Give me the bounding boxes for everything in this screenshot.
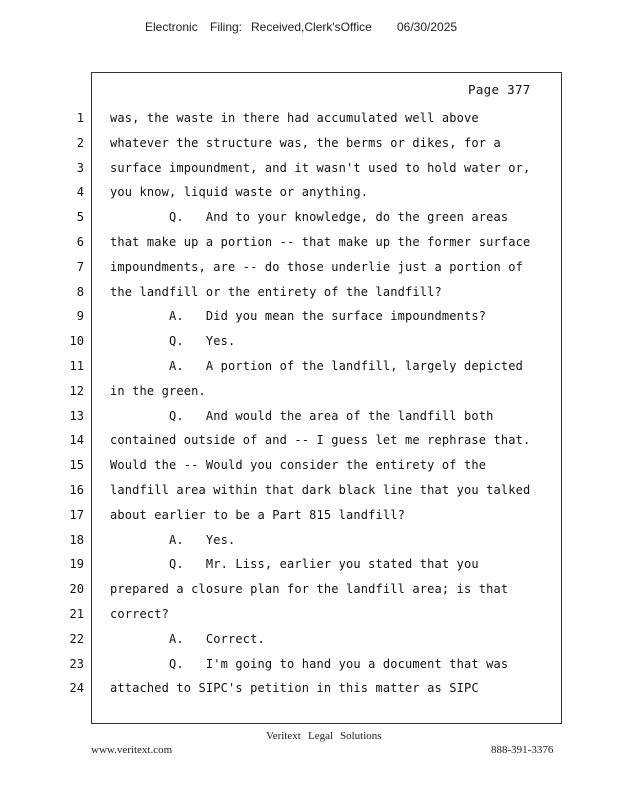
line-number: 2 [76, 135, 84, 150]
transcript-line: about earlier to be a Part 815 landfill? [110, 507, 405, 522]
transcript-line: in the green. [110, 383, 206, 398]
transcript-line: Would the -- Would you consider the entirety of the [110, 458, 487, 473]
line-number: 23 [69, 656, 84, 671]
footer-company-word: Solutions [340, 730, 382, 742]
page-number: Page 377 [468, 82, 531, 97]
transcript-text [110, 110, 550, 705]
footer-phone: 888-391-3376 [491, 744, 554, 756]
line-number: 18 [69, 532, 84, 547]
header-date: 06/30/2025 [397, 20, 458, 34]
line-number: 8 [76, 284, 84, 299]
line-number: 22 [69, 631, 84, 646]
transcript-line: A. A portion of the landfill, largely depicted [110, 358, 523, 373]
transcript-line: surface impoundment, and it wasn't used to hold water or, [110, 160, 531, 175]
line-number: 3 [76, 160, 84, 175]
line-number: 15 [69, 458, 84, 473]
transcript-line: was, the waste in there had accumulated well above [110, 111, 479, 125]
transcript-line: you know, liquid waste or anything. [110, 185, 369, 200]
line-number: 19 [69, 557, 84, 572]
line-number: 9 [76, 309, 84, 324]
footer-company-word: Veritext [266, 730, 301, 742]
line-number: 14 [69, 433, 84, 448]
footer-company-word: Legal [308, 730, 334, 742]
transcript-line: landfill area within that dark black line that you talked [110, 482, 531, 497]
footer-website: www.veritext.com [91, 744, 173, 756]
filing-stamp-header [0, 20, 618, 36]
line-number: 1 [76, 111, 84, 125]
transcript-line: Q. Mr. Liss, earlier you stated that you [110, 557, 479, 572]
transcript-line: A. Did you mean the surface impoundments? [110, 309, 487, 324]
transcript-line: the landfill or the entirety of the landfill? [110, 284, 442, 299]
transcript-line: impoundments, are -- do those underlie just a portion of [110, 259, 523, 274]
line-number: 7 [76, 259, 84, 274]
line-number: 12 [69, 383, 84, 398]
line-number: 5 [76, 210, 84, 225]
line-number: 21 [69, 606, 84, 621]
transcript-line: A. Yes. [110, 532, 236, 547]
transcript-line: whatever the structure was, the berms or dikes, for a [110, 135, 501, 150]
line-number: 20 [69, 582, 84, 597]
line-number: 17 [69, 507, 84, 522]
line-number: 10 [69, 334, 84, 349]
line-number-column [60, 110, 84, 705]
transcript-line: Q. Yes. [110, 334, 236, 349]
header-received: Received,Clerk'sOffice [251, 20, 372, 34]
transcript-line: contained outside of and -- I guess let me rephrase that. [110, 433, 531, 448]
line-number: 16 [69, 482, 84, 497]
transcript-line: attached to SIPC's petition in this matter as SIPC [110, 681, 479, 696]
transcript-line: prepared a closure plan for the landfill area; is that [110, 582, 509, 597]
line-number: 4 [76, 185, 84, 200]
line-number: 24 [69, 681, 84, 696]
header-filing: Filing: [210, 20, 243, 34]
transcript-line: A. Correct. [110, 631, 265, 646]
transcript-line: correct? [110, 606, 169, 621]
transcript-line: Q. I'm going to hand you a document that was [110, 656, 509, 671]
transcript-line: Q. And to your knowledge, do the green areas [110, 210, 509, 225]
line-number: 13 [69, 408, 84, 423]
header-electronic: Electronic [145, 20, 198, 34]
line-number: 6 [76, 234, 84, 249]
transcript-line: Q. And would the area of the landfill both [110, 408, 494, 423]
transcript-line: that make up a portion -- that make up the former surface [110, 234, 531, 249]
line-number: 11 [69, 358, 84, 373]
